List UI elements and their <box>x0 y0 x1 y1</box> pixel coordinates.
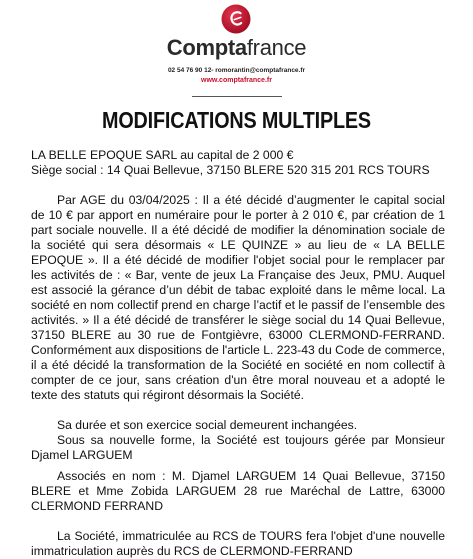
header-divider <box>192 96 282 97</box>
comptafrance-logo-icon <box>221 4 251 34</box>
paragraph-associes: Associés en nom : M. Djamel LARGUEM 14 Quai Bellevue, 37150 BLERE et Mme Zobida LARGUEM 28 rue Maréchal de Lattre, 63000 CLERMOND FERRAND <box>31 469 445 513</box>
siege-line: Siège social : 14 Quai Bellevue, 37150 BLERE 520 315 201 RCS TOURS <box>31 163 430 177</box>
paragraph-immatriculation: La Société, immatriculée au RCS de TOURS fera l'objet d'une nouvelle immatriculation auprès du RCS de CLERMOND-FERRAND <box>31 529 445 558</box>
paragraph-gerance: Sous sa nouvelle forme, la Société est toujours gérée par Monsieur Djamel LARGUEM <box>31 433 445 462</box>
company-line: LA BELLE EPOQUE SARL au capital de 2 000 € <box>31 148 294 162</box>
notice-title: MODIFICATIONS MULTIPLES <box>102 107 371 133</box>
brand-name-bold: Compta <box>166 35 247 60</box>
paragraph-decisions: Par AGE du 03/04/2025 : Il a été décidé d’augmenter le capital social de 10 € par apport en numéraire pour le porter à 2 010 €, par création de 1 part sociale nouvelle. Il a été décidé de modifier la dénomination sociale de la société qui sera désormais « LE QUINZE » au lieu de « LA BELLE EPOQUE ». Il a été décidé de modifier l'objet social pour le remplacer par les activités de : « Bar, vente de jeux La Française des Jeux, PMU. Auquel est associé la gérance d’un débit de tabac exploité dans le même local. La société en nom collectif prend en charge l’actif et le passif de l’ensemble des activités. » Il a été décidé de transférer le siège social du 14 Quai Bellevue, 37150 BLERE au 30 rue de Fontgièvre, 63000 CLERMOND-FERRAND. Conformément aux dispositions de l'article L. 223-43 du Code de commerce, il a été décidé la transformation de la Société en société en nom collectif à compter de ce jour, sans création d'un être moral nouveau et a adopté le texte des statuts qui régiront désormais la Société. <box>31 193 445 402</box>
notice-body <box>31 148 445 559</box>
contact-line: 02 54 76 90 12- romorantin@comptafrance.fr <box>167 67 306 74</box>
header <box>0 0 473 100</box>
paragraph-duree: Sa durée et son exercice social demeurent inchangées. <box>57 418 358 432</box>
website-link[interactable]: www.comptafrance.fr <box>201 77 272 84</box>
brand-name-light: france <box>246 35 307 60</box>
brand-name <box>0 35 473 61</box>
